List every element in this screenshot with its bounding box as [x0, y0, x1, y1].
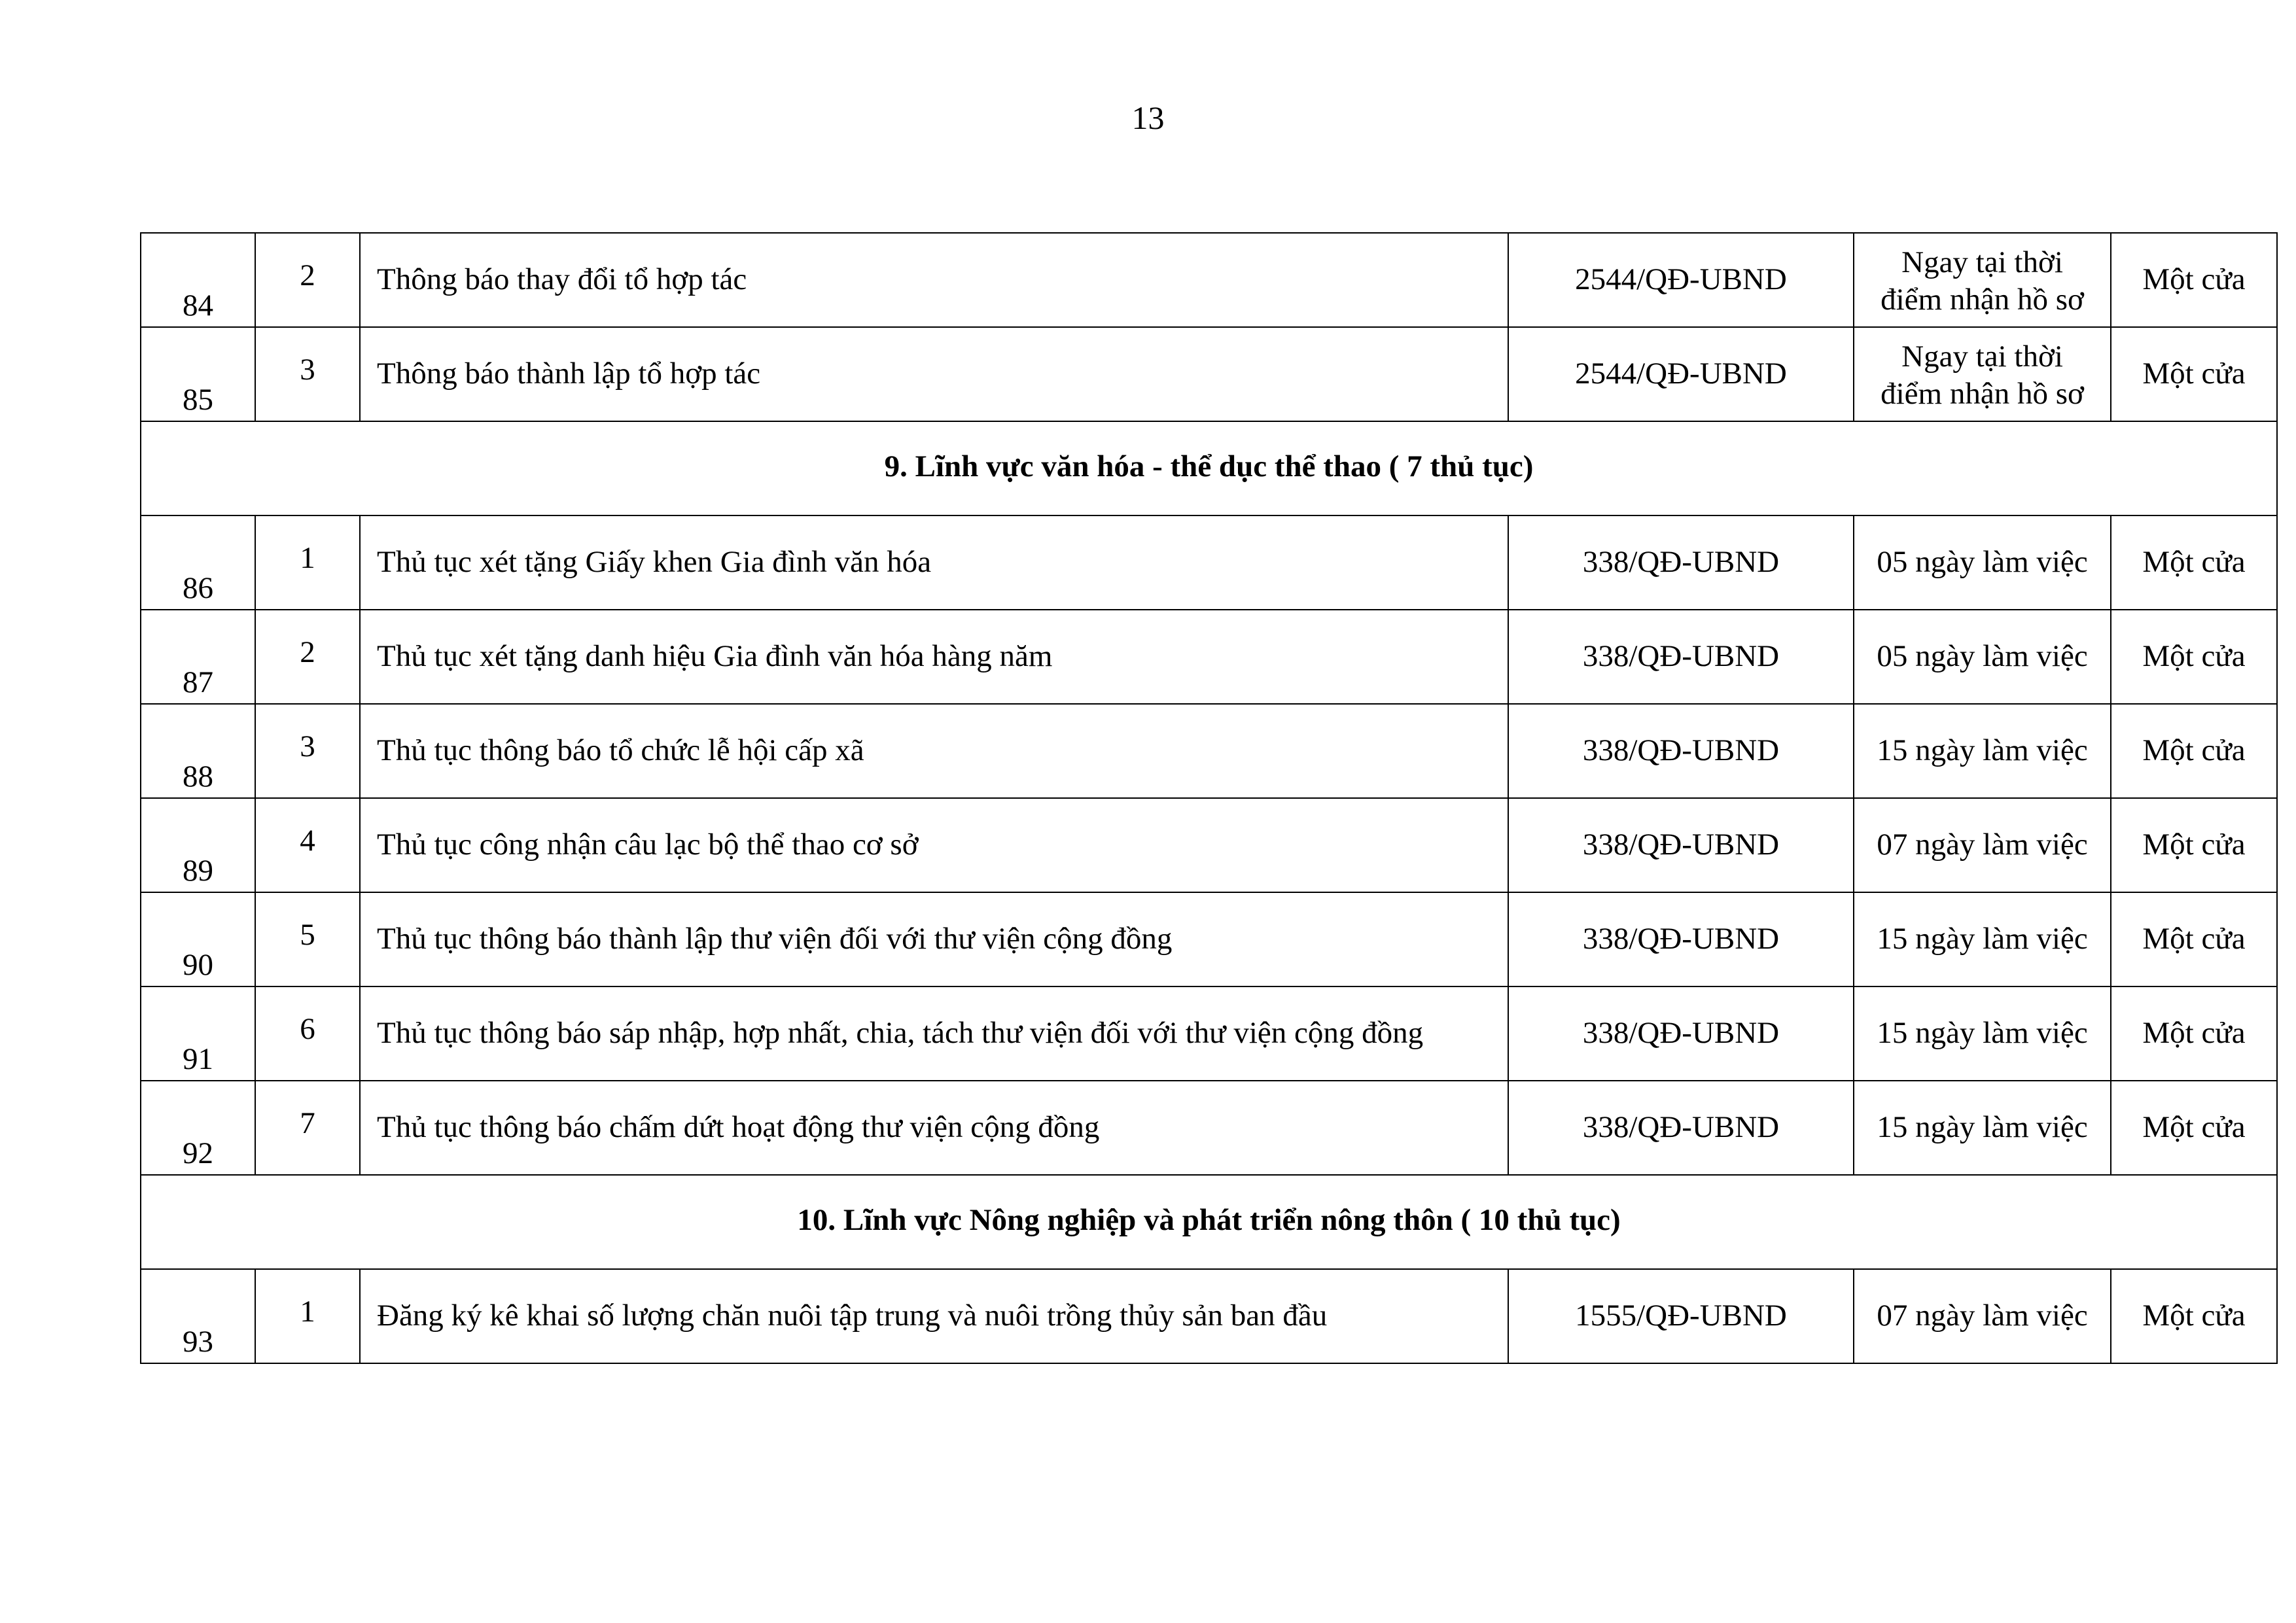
submission-mode: Một cửa — [2111, 1081, 2277, 1175]
decision-number: 338/QĐ-UBND — [1508, 610, 1854, 704]
procedure-name: Thông báo thành lập tổ hợp tác — [360, 327, 1508, 421]
processing-time: 07 ngày làm việc — [1854, 798, 2111, 892]
procedure-name: Thủ tục xét tặng danh hiệu Gia đình văn hóa hàng năm — [360, 610, 1508, 704]
submission-mode: Một cửa — [2111, 515, 2277, 610]
sub-number: 3 — [255, 327, 360, 421]
row-number: 93 — [141, 1269, 255, 1363]
processing-time: 15 ngày làm việc — [1854, 986, 2111, 1081]
table-row — [141, 986, 2277, 1081]
submission-mode: Một cửa — [2111, 892, 2277, 986]
decision-number: 2544/QĐ-UBND — [1508, 233, 1854, 327]
table-row — [141, 892, 2277, 986]
procedure-name: Thủ tục thông báo chấm dứt hoạt động thư viện cộng đồng — [360, 1081, 1508, 1175]
table-row — [141, 1081, 2277, 1175]
section-heading: 9. Lĩnh vực văn hóa - thể dục thể thao ( 7 thủ tục) — [141, 421, 2277, 515]
processing-time-line2: điểm nhận hồ sơ — [1881, 283, 2084, 317]
decision-number: 338/QĐ-UBND — [1508, 515, 1854, 610]
decision-number: 338/QĐ-UBND — [1508, 986, 1854, 1081]
processing-time: 15 ngày làm việc — [1854, 704, 2111, 798]
table-row — [141, 1269, 2277, 1363]
submission-mode: Một cửa — [2111, 798, 2277, 892]
sub-number: 1 — [255, 1269, 360, 1363]
row-number: 87 — [141, 610, 255, 704]
sub-number: 2 — [255, 610, 360, 704]
page-number: 13 — [1131, 99, 1165, 136]
sub-number: 4 — [255, 798, 360, 892]
sub-number: 6 — [255, 986, 360, 1081]
row-number: 88 — [141, 704, 255, 798]
submission-mode: Một cửa — [2111, 233, 2277, 327]
processing-time: 05 ngày làm việc — [1854, 515, 2111, 610]
row-number: 84 — [141, 233, 255, 327]
decision-number: 2544/QĐ-UBND — [1508, 327, 1854, 421]
submission-mode: Một cửa — [2111, 704, 2277, 798]
table-row — [141, 515, 2277, 610]
processing-time: 15 ngày làm việc — [1854, 1081, 2111, 1175]
section-row — [141, 1175, 2277, 1269]
submission-mode: Một cửa — [2111, 986, 2277, 1081]
submission-mode: Một cửa — [2111, 610, 2277, 704]
row-number: 86 — [141, 515, 255, 610]
procedures-table — [140, 232, 2278, 1364]
row-number: 85 — [141, 327, 255, 421]
sub-number: 2 — [255, 233, 360, 327]
procedure-name: Đăng ký kê khai số lượng chăn nuôi tập trung và nuôi trồng thủy sản ban đầu — [360, 1269, 1508, 1363]
processing-time — [1854, 233, 2111, 327]
sub-number: 1 — [255, 515, 360, 610]
decision-number: 1555/QĐ-UBND — [1508, 1269, 1854, 1363]
table-row — [141, 233, 2277, 327]
decision-number: 338/QĐ-UBND — [1508, 1081, 1854, 1175]
procedure-name: Thủ tục thông báo thành lập thư viện đối với thư viện cộng đồng — [360, 892, 1508, 986]
processing-time-line1: Ngay tại thời — [1901, 340, 2063, 374]
table-row — [141, 704, 2277, 798]
decision-number: 338/QĐ-UBND — [1508, 798, 1854, 892]
submission-mode: Một cửa — [2111, 1269, 2277, 1363]
sub-number: 7 — [255, 1081, 360, 1175]
table-row — [141, 610, 2277, 704]
procedure-name: Thông báo thay đổi tổ hợp tác — [360, 233, 1508, 327]
table-row — [141, 798, 2277, 892]
decision-number: 338/QĐ-UBND — [1508, 704, 1854, 798]
table-row — [141, 327, 2277, 421]
section-heading: 10. Lĩnh vực Nông nghiệp và phát triển nông thôn ( 10 thủ tục) — [141, 1175, 2277, 1269]
row-number: 90 — [141, 892, 255, 986]
row-number: 92 — [141, 1081, 255, 1175]
submission-mode: Một cửa — [2111, 327, 2277, 421]
procedure-name: Thủ tục xét tặng Giấy khen Gia đình văn hóa — [360, 515, 1508, 610]
procedure-name: Thủ tục công nhận câu lạc bộ thể thao cơ sở — [360, 798, 1508, 892]
processing-time-line1: Ngay tại thời — [1901, 245, 2063, 279]
sub-number: 3 — [255, 704, 360, 798]
row-number: 89 — [141, 798, 255, 892]
processing-time-line2: điểm nhận hồ sơ — [1881, 377, 2084, 411]
processing-time: 07 ngày làm việc — [1854, 1269, 2111, 1363]
processing-time — [1854, 327, 2111, 421]
section-row — [141, 421, 2277, 515]
sub-number: 5 — [255, 892, 360, 986]
decision-number: 338/QĐ-UBND — [1508, 892, 1854, 986]
procedure-name: Thủ tục thông báo sáp nhập, hợp nhất, chia, tách thư viện đối với thư viện cộng đồng — [360, 986, 1508, 1081]
processing-time: 05 ngày làm việc — [1854, 610, 2111, 704]
processing-time: 15 ngày làm việc — [1854, 892, 2111, 986]
row-number: 91 — [141, 986, 255, 1081]
procedure-name: Thủ tục thông báo tổ chức lễ hội cấp xã — [360, 704, 1508, 798]
